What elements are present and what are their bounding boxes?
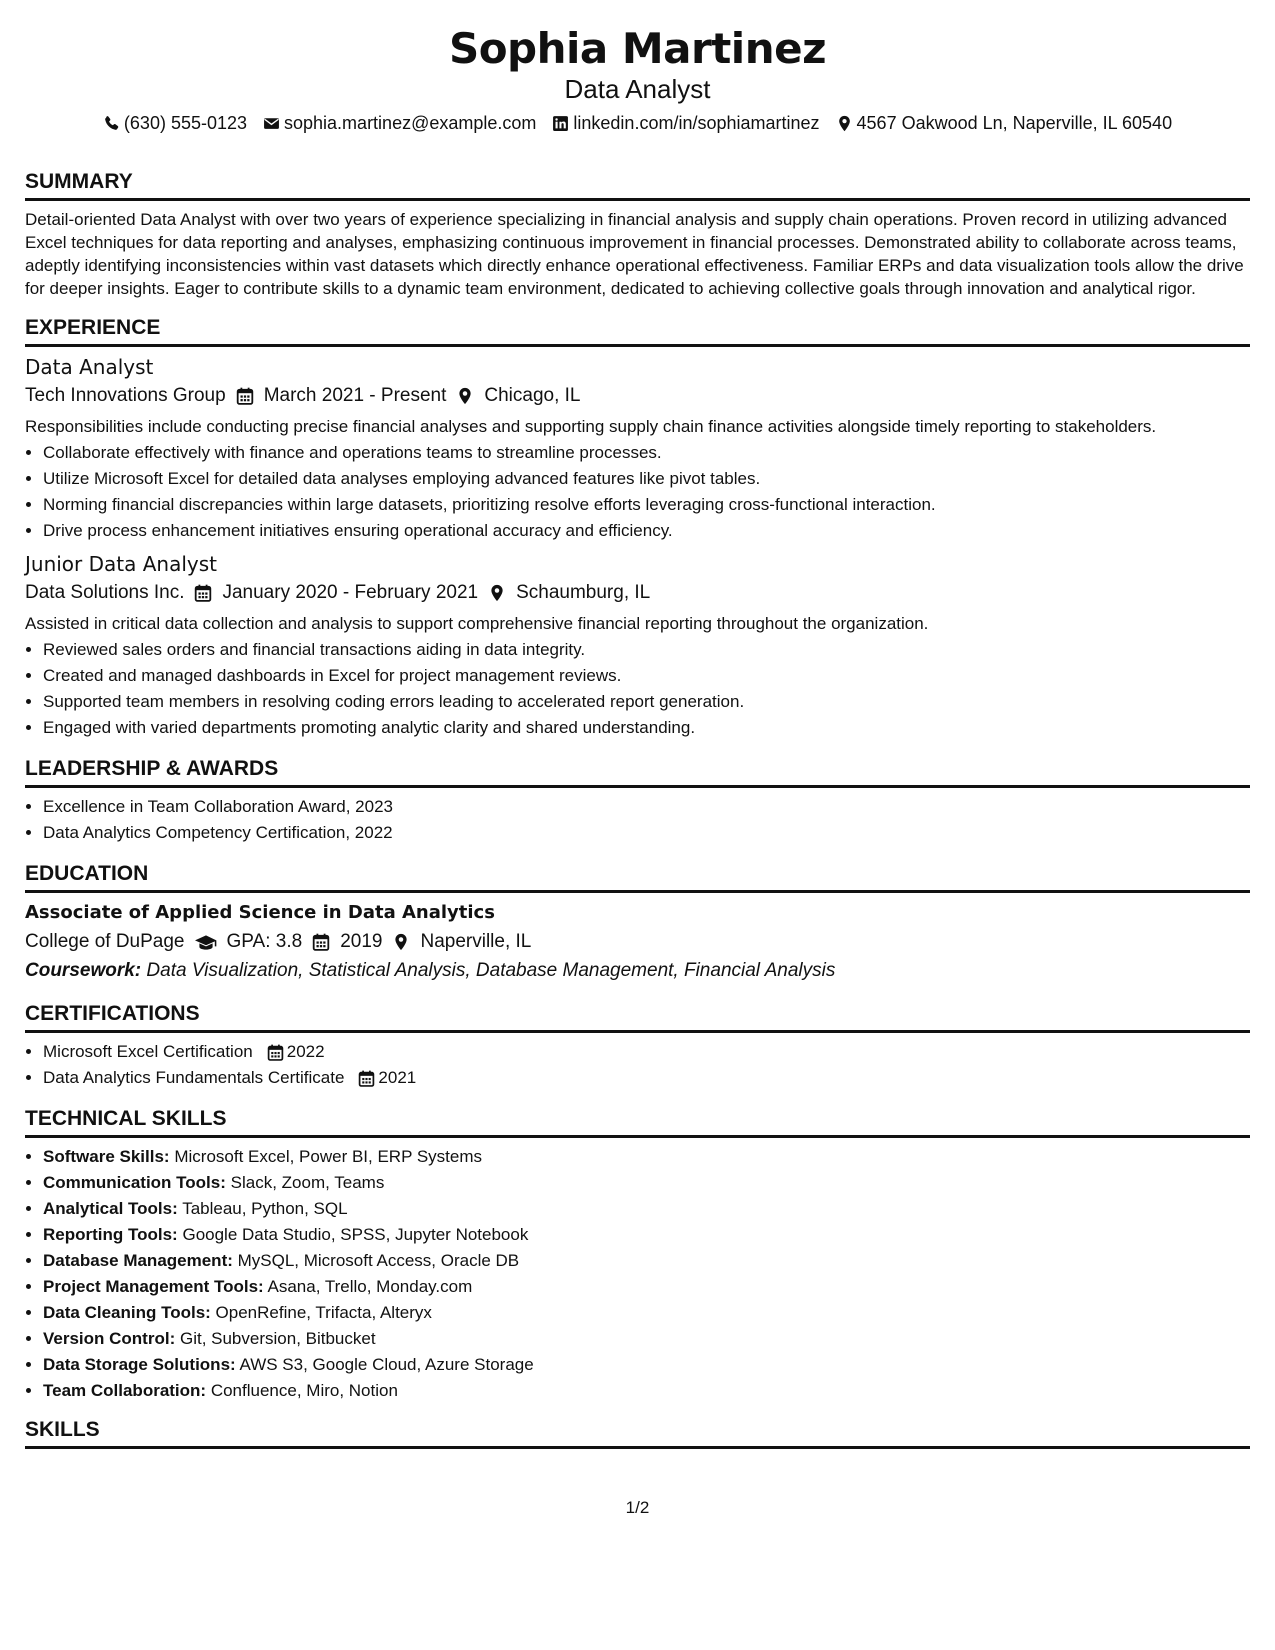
job-location: Schaumburg, IL [516,582,651,603]
section-title: EXPERIENCE [25,316,1250,347]
skill-value: Tableau, Python, SQL [182,1199,348,1218]
skill-item [43,1300,1250,1326]
job-bullets [25,440,1250,544]
skill-item [43,1144,1250,1170]
skill-label: Database Management: [43,1251,233,1270]
section-title: SKILLS [25,1418,1250,1449]
job-dates: March 2021 - Present [263,385,447,406]
phone-icon [103,115,120,132]
skill-label: Data Cleaning Tools: [43,1303,211,1322]
certification-name: • Data Analytics Fundamentals Certificate [43,1068,345,1087]
school-location: Naperville, IL [420,931,532,952]
job-meta [25,580,1250,606]
list-item: • Data Analytics Competency Certification, 2022 [43,820,1250,846]
job-description: Responsibilities include conducting precise financial analyses and supporting supply chain finance activities alongside timely reporting to stakeholders. [25,417,1157,436]
job-bullets [25,637,1250,741]
envelope-icon [263,115,280,132]
skill-label: Version Control: [43,1329,176,1348]
skills-section [25,1418,1250,1449]
list-item: • Drive process enhancement initiatives ensuring operational accuracy and efficiency. [43,518,1250,544]
skill-label: Communication Tools: [43,1173,226,1192]
list-item: • Supported team members in resolving coding errors leading to accelerated report generation. [43,689,1250,715]
leadership-section [25,757,1250,846]
certification-date [267,1039,325,1065]
linkedin-icon [552,115,569,132]
company-name: Tech Innovations Group [25,385,226,406]
summary-section [25,170,1250,300]
job-title: Data Analyst [25,355,154,379]
education-section [25,862,1250,984]
job-title: Junior Data Analyst [25,552,218,576]
graduation-year: 2019 [340,931,383,952]
email-text: sophia.martinez@example.com [284,113,537,133]
page-number: 1/2 [625,1498,650,1517]
job-dates: January 2020 - February 2021 [222,582,479,603]
technical-skills-section [25,1107,1250,1404]
contact-phone [103,112,247,134]
job-entry [25,552,1250,741]
skill-label: Project Management Tools: [43,1277,264,1296]
list-item [43,1065,1250,1091]
graduation-cap-icon [195,933,217,951]
section-title: EDUCATION [25,862,1250,893]
job-meta [25,383,1250,409]
certification-year: 2021 [378,1068,417,1087]
skill-value: OpenRefine, Trifacta, Alteryx [215,1303,432,1322]
phone-text: (630) 555-0123 [123,113,248,133]
candidate-role: Data Analyst [564,74,711,104]
education-meta [25,929,1250,955]
skill-value: Slack, Zoom, Teams [230,1173,385,1192]
map-pin-icon [836,115,853,132]
skill-item [43,1248,1250,1274]
coursework-text: Data Visualization, Statistical Analysis, Database Management, Financial Analysis [146,960,836,981]
section-title: LEADERSHIP & AWARDS [25,757,1250,788]
skill-item [43,1222,1250,1248]
coursework-line [25,958,1250,984]
linkedin-text: linkedin.com/in/sophiamartinez [573,113,820,133]
school-name: College of DuPage [25,931,185,952]
skill-value: AWS S3, Google Cloud, Azure Storage [239,1355,534,1374]
list-item: • Utilize Microsoft Excel for detailed data analyses employing advanced features like pivot tables. [43,466,1250,492]
contact-line [25,112,1250,134]
section-title: TECHNICAL SKILLS [25,1107,1250,1138]
skill-value: Asana, Trello, Monday.com [267,1277,473,1296]
list-item: • Excellence in Team Collaboration Award, 2023 [43,794,1250,820]
degree-title: Associate of Applied Science in Data Analytics [25,902,495,923]
calendar-icon [312,933,330,951]
contact-address [836,112,1173,134]
certification-date [358,1065,416,1091]
address-text: 4567 Oakwood Ln, Naperville, IL 60540 [856,113,1173,133]
candidate-name: Sophia Martinez [448,24,827,73]
skill-item [43,1326,1250,1352]
calendar-icon [236,387,254,405]
certification-name: • Microsoft Excel Certification [43,1042,253,1061]
skill-label: Team Collaboration: [43,1381,207,1400]
coursework-label: Coursework: [25,960,142,981]
certification-year: 2022 [286,1042,325,1061]
awards-list [25,794,1250,846]
skill-value: Git, Subversion, Bitbucket [179,1329,376,1348]
skill-value: Confluence, Miro, Notion [210,1381,398,1400]
skill-item [43,1274,1250,1300]
list-item: • Created and managed dashboards in Excel for project management reviews. [43,663,1250,689]
map-pin-icon [392,933,410,951]
technical-skills-list [25,1144,1250,1404]
calendar-icon [267,1044,284,1061]
section-title: SUMMARY [25,170,1250,201]
list-item: • Collaborate effectively with finance and operations teams to streamline processes. [43,440,1250,466]
list-item: • Engaged with varied departments promoting analytic clarity and shared understanding. [43,715,1250,741]
calendar-icon [194,584,212,602]
skill-value: MySQL, Microsoft Access, Oracle DB [237,1251,520,1270]
skill-label: Reporting Tools: [43,1225,178,1244]
list-item: • Norming financial discrepancies within large datasets, prioritizing resolve efforts leveraging cross-functional interaction. [43,492,1250,518]
certifications-section [25,1002,1250,1091]
list-item: • Reviewed sales orders and financial transactions aiding in data integrity. [43,637,1250,663]
job-description: Assisted in critical data collection and analysis to support comprehensive financial reporting throughout the organization. [25,614,929,633]
summary-text: Detail-oriented Data Analyst with over two years of experience specializing in financial analysis and supply chain operations. Proven record in utilizing advanced Excel techniques for data reporting and analyses, emphasizing continuous improvement in financial processes. Demonstrated ability to collaborate across teams, adeptly identifying inconsistencies within vast datasets which directly enhance operational effectiveness. Familiar ERPs and data visualization tools allow the drive for deeper insights. Eager to contribute skills to a dynamic team environment, dedicated to achieving collective goals through innovation and analytical rigor. [25,210,1244,298]
skill-value: Microsoft Excel, Power BI, ERP Systems [174,1147,483,1166]
skill-item [43,1378,1250,1404]
list-item [43,1039,1250,1065]
skill-label: Software Skills: [43,1147,170,1166]
contact-linkedin[interactable] [552,112,819,134]
contact-email[interactable] [263,112,536,134]
skill-item [43,1352,1250,1378]
job-entry [25,355,1250,544]
section-title: CERTIFICATIONS [25,1002,1250,1033]
map-pin-icon [488,584,506,602]
map-pin-icon [456,387,474,405]
skill-item [43,1170,1250,1196]
calendar-icon [358,1070,375,1087]
skill-item [43,1196,1250,1222]
experience-section [25,316,1250,741]
skill-label: Data Storage Solutions: [43,1355,236,1374]
job-location: Chicago, IL [484,385,581,406]
skill-value: Google Data Studio, SPSS, Jupyter Notebook [182,1225,529,1244]
gpa: GPA: 3.8 [226,931,303,952]
resume-header [25,24,1250,134]
resume-page [25,0,1250,1449]
skill-label: Analytical Tools: [43,1199,178,1218]
certifications-list [25,1039,1250,1091]
company-name: Data Solutions Inc. [25,582,185,603]
